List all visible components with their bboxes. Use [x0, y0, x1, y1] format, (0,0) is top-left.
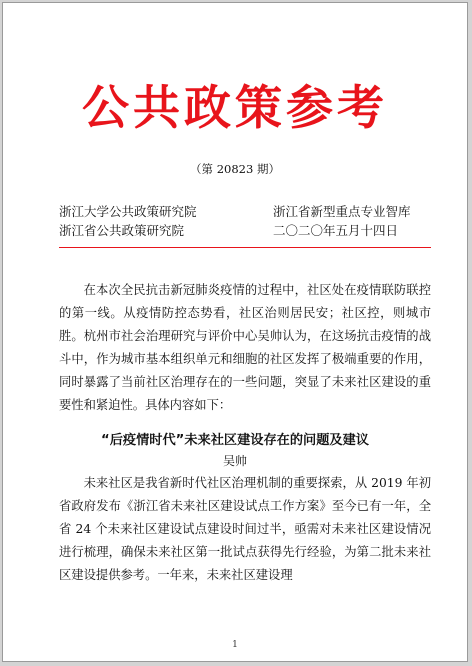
document-page: [2, 2, 468, 662]
article-paragraph: 未来社区是我省新时代社区治理机制的重要探索，从 2019 年初省政府发布《浙江省未来社区建设试点工作方案》至今已有一年，全省 24 个未来社区建设试点建设时间过半，亟需对未来社区建设情况进行梳理，确保未来社区第一批试点获得先行经验，为第二批未来社区建设提供参考。一年来，未来社区建设理: [59, 476, 431, 582]
page-number: 1: [232, 640, 238, 650]
think-tank-name: 浙江省新型重点专业智库: [273, 204, 411, 219]
issue-number: （第 20823 期）: [190, 162, 280, 176]
header-divider: [59, 247, 431, 248]
publish-date: 二〇二〇年五月十四日: [273, 223, 399, 238]
publisher-name-1: 浙江大学公共政策研究院: [59, 204, 197, 219]
article-author: 吴帅: [222, 454, 247, 468]
article-title: “后疫情时代”未来社区建设存在的问题及建议: [101, 433, 369, 448]
masthead-title: 公共政策参考: [82, 81, 388, 136]
publisher-block: [59, 202, 197, 240]
publisher-name-2: 浙江省公共政策研究院: [59, 223, 185, 238]
think-tank-block: [273, 202, 411, 240]
intro-paragraph: [59, 279, 431, 417]
intro-text: 在本次全民抗击新冠肺炎疫情的过程中，社区处在疫情联防联控的第一线。从疫情防控态势看，社区治则居民安；社区控，则城市胜。杭州市社会治理研究与评价中心吴帅认为，在这场抗击疫情的战斗中，作为城市基本组织单元和细胞的社区发挥了极端重要的作用，同时暴露了当前社区治理存在的一些问题，突显了未来社区建设的重要性和紧迫性。具体内容如下：: [59, 283, 431, 412]
article-body: [59, 472, 431, 587]
